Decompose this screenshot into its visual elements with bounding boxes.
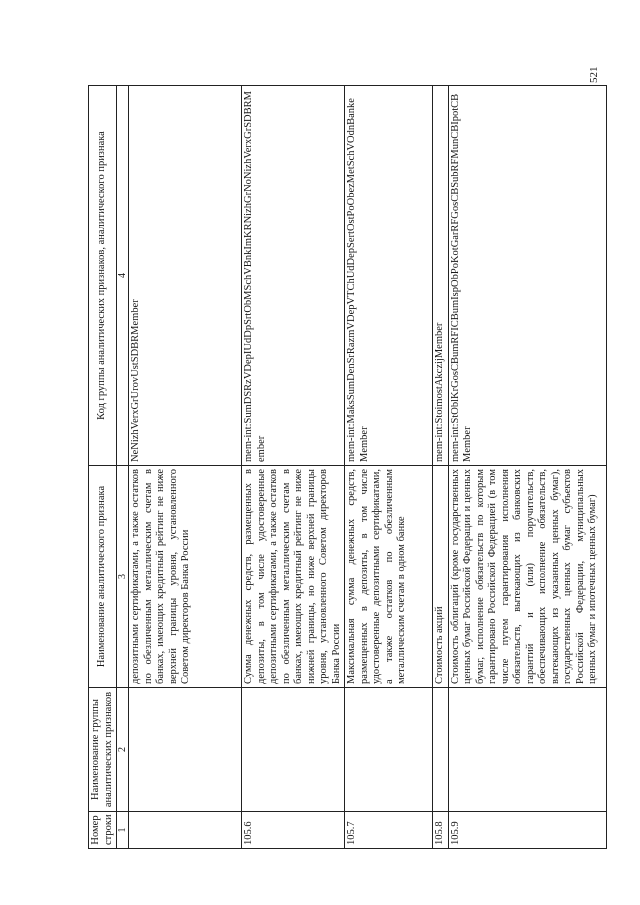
row-number: [129, 812, 242, 849]
analytic-features-table: [88, 85, 607, 849]
header-group-name: Наименование группы аналитических признаков: [89, 688, 117, 812]
row-number: 105.7: [345, 812, 433, 849]
header-code: Код группы аналитических признаков, аналитического признака: [89, 86, 117, 466]
row-code: NeNizhVerxGrUrovUstSDBRMember: [129, 86, 242, 466]
header-feature-name: Наименование аналитического признака: [89, 466, 117, 688]
row-number: 105.9: [448, 812, 606, 849]
row-feature-name: Сумма денежных средств, размещенных в депозиты, в том числе удостоверенные депозитными сертификатами, а также остатков по обезличенным металлическим счетам в банках, имеющих кредитный рейтинг не ниже нижней границы, но ниже верхней границы уровня, установленного Советом директоров Банка России: [242, 466, 345, 688]
row-code: mem-int:StOblKrGosCBumRFICBumIspObPoKotGarRFGosCBSubRFMunCBIpotCBMember: [448, 86, 606, 466]
table-row: [433, 86, 449, 849]
column-number: 3: [117, 466, 129, 688]
table-row: [129, 86, 242, 849]
row-number: 105.6: [242, 812, 345, 849]
row-feature-name: Стоимость облигаций (кроме государственных ценных бумаг Российской Федерации и ценных бумаг, исполнение обязательств по которым гарантировано Российской Федерацией (в том числе путем гарантирования исполнения обязательств, вытекающих из банковских гарантий и (или) поручительств, обеспечивающих исполнение обязательств, вытекающих из указанных ценных бумаг), государственных ценных бумаг субъектов Российской Федерации, муниципальных ценных бумаг и ипотечных ценных бумаг): [448, 466, 606, 688]
column-number-row: [117, 86, 129, 849]
row-feature-name: Максимальная сумма денежных средств, размещенных в депозиты, в том числе удостоверенные депозитными сертификатами, а также остатков по обезличенным металлическим счетам в одном банке: [345, 466, 433, 688]
row-group: [129, 688, 242, 812]
row-code: mem-int:StoimostAkczijMember: [433, 86, 449, 466]
header-row-number: Номер строки: [89, 812, 117, 849]
row-group: [242, 688, 345, 812]
row-group: [448, 688, 606, 812]
table-header-row: [89, 86, 117, 849]
table-row: [345, 86, 433, 849]
column-number: 1: [117, 812, 129, 849]
column-number: 4: [117, 86, 129, 466]
row-feature-name: Стоимость акций: [433, 466, 449, 688]
page-number: 521: [588, 66, 600, 83]
table-row: [242, 86, 345, 849]
row-number: 105.8: [433, 812, 449, 849]
row-group: [345, 688, 433, 812]
table-row: [448, 86, 606, 849]
row-code: mem-int:MaksSumDenSrRazmVDepVTChUdDepSertOstPoObezMetSchVOdnBankeMember: [345, 86, 433, 466]
row-group: [433, 688, 449, 812]
row-code: mem-int:SumDSRzVDepIUdDpSrtObMSchVBnkImKRNizhGrNoNizhVerxGrSDBRMember: [242, 86, 345, 466]
column-number: 2: [117, 688, 129, 812]
row-feature-name: депозитными сертификатами, а также остатков по обезличенным металлическим счетам в банках, имеющих кредитный рейтинг не ниже верхней границы уровня, установленного Советом директоров Банка России: [129, 466, 242, 688]
